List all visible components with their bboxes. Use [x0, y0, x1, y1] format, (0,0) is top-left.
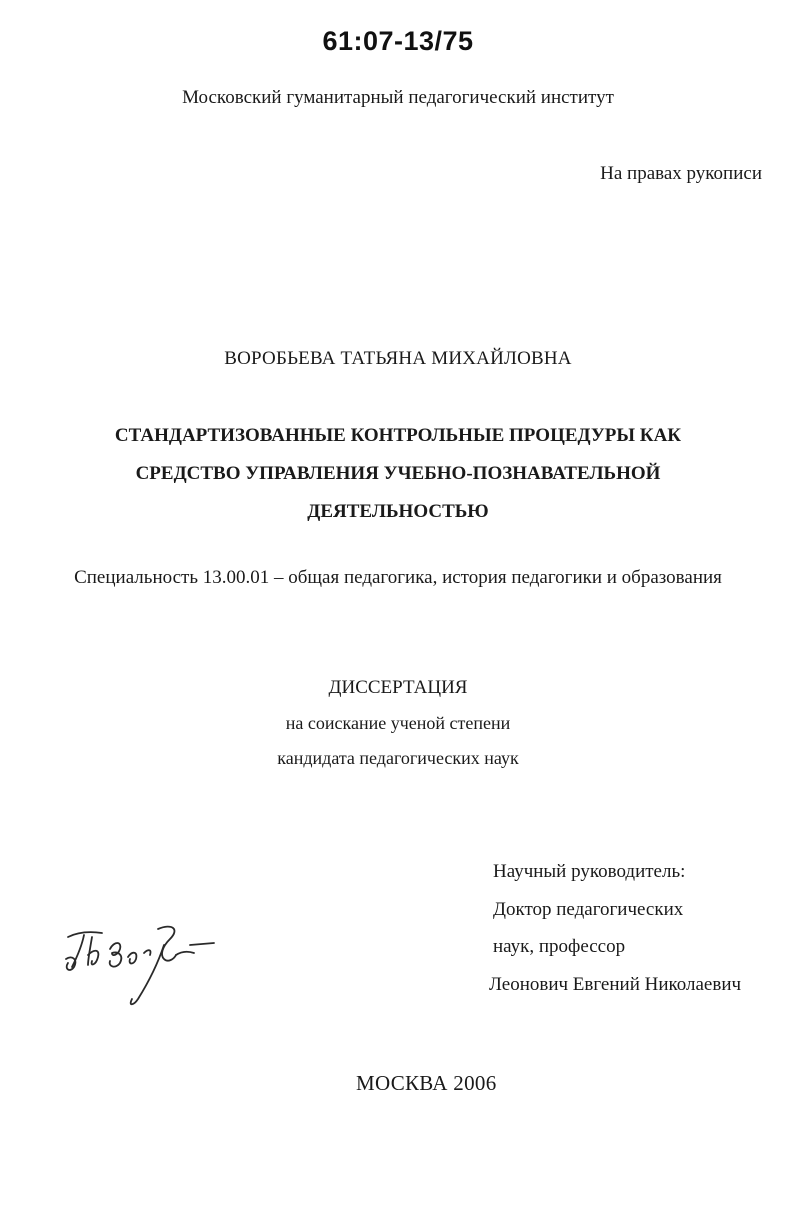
author-name: ВОРОБЬЕВА ТАТЬЯНА МИХАЙЛОВНА [224, 348, 572, 369]
supervisor-heading: Научный руководитель: [493, 861, 686, 882]
specialty-line: Специальность 13.00.01 – общая педагогика, история педагогики и образования [74, 567, 722, 588]
dissertation-title [60, 417, 736, 531]
title-line: СТАНДАРТИЗОВАННЫЕ КОНТРОЛЬНЫЕ ПРОЦЕДУРЫ КАК [114, 425, 682, 446]
supervisor-block [489, 853, 742, 1003]
title-line: СРЕДСТВО УПРАВЛЕНИЯ УЧЕБНО-ПОЗНАВАТЕЛЬНОЙ [135, 463, 661, 484]
dissertation-purpose: на соискание ученой степени [285, 713, 511, 733]
catalog-number: 61:07-13/75 [322, 26, 474, 56]
dissertation-degree: кандидата педагогических наук [277, 748, 519, 768]
dissertation-type: ДИССЕРТАЦИЯ [328, 677, 468, 698]
city-and-year: МОСКВА 2006 [356, 1071, 497, 1095]
supervisor-name: Леонович Евгений Николаевич [489, 973, 742, 995]
supervisor-title-line1: Доктор педагогических [493, 898, 684, 920]
supervisor-title-line2: наук, профессор [493, 936, 626, 957]
handwritten-signature-icon [62, 915, 222, 1015]
title-line: ДЕЯТЕЛЬНОСТЬЮ [307, 501, 489, 522]
manuscript-rights-note: На правах рукописи [600, 163, 762, 184]
institution-name: Московский гуманитарный педагогический институт [182, 87, 614, 108]
